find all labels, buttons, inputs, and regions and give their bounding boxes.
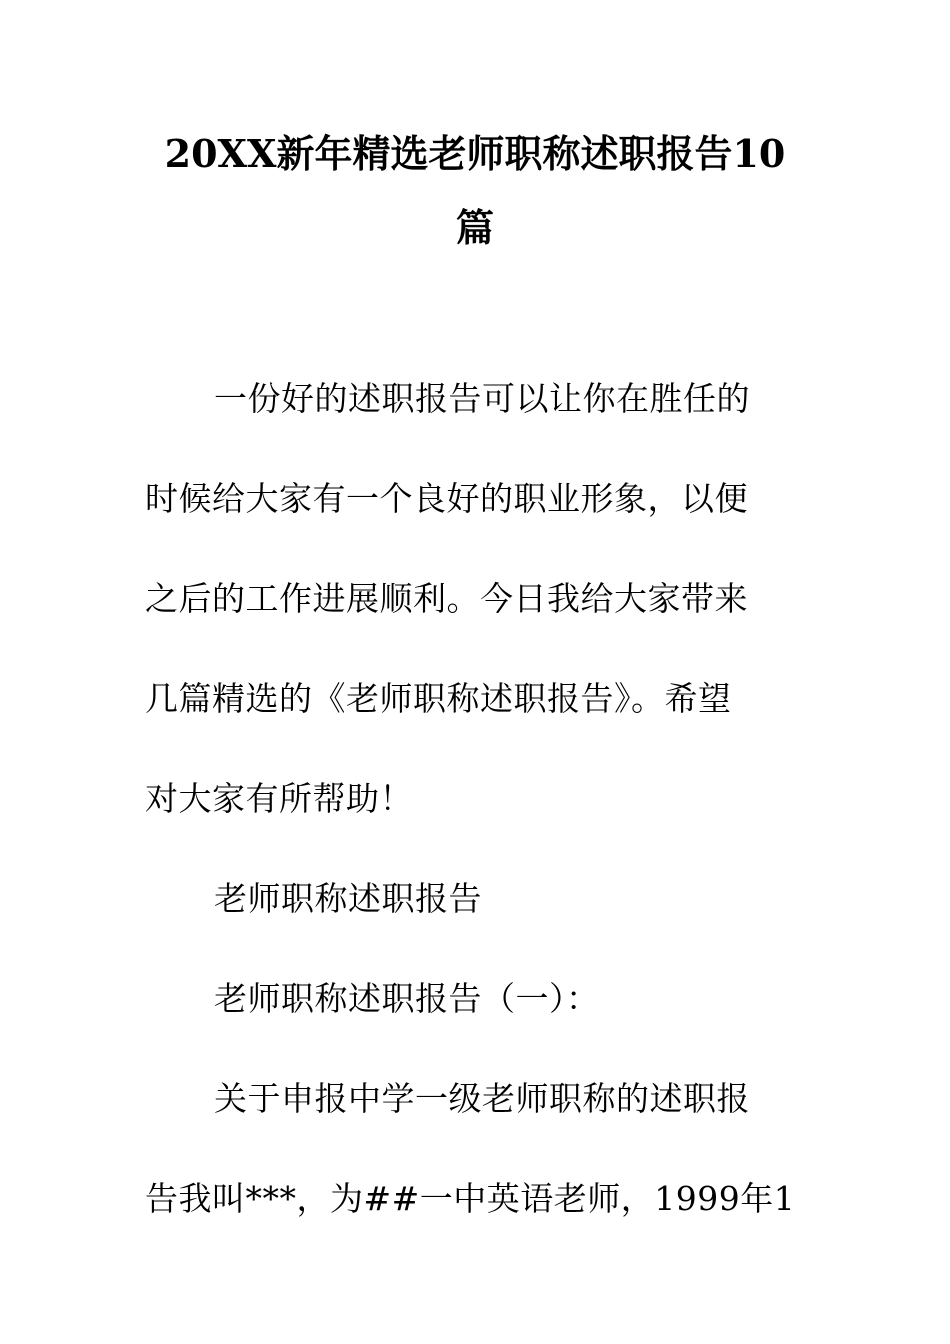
paragraph-line: 时候给大家有一个良好的职业形象，以便	[145, 479, 748, 518]
paragraph-line: 告我叫***，为##一中英语老师，1999年1	[145, 1179, 796, 1218]
document-title-line-1: 20XX新年精选老师职称述职报告10	[164, 131, 786, 176]
document-title-line-2: 篇	[455, 205, 494, 250]
paragraph-line: 对大家有所帮助！	[145, 779, 413, 818]
paragraph-line: 之后的工作进展顺利。今日我给大家带来	[145, 579, 748, 618]
paragraph-line: 关于申报中学一级老师职称的述职报	[214, 1079, 750, 1118]
paragraph-line: 几篇精选的《老师职称述职报告》。希望	[145, 679, 732, 718]
paragraph-line: 一份好的述职报告可以让你在胜任的	[214, 379, 750, 418]
subsection-heading: 老师职称述职报告（一）：	[214, 979, 600, 1018]
section-heading: 老师职称述职报告	[214, 879, 482, 918]
